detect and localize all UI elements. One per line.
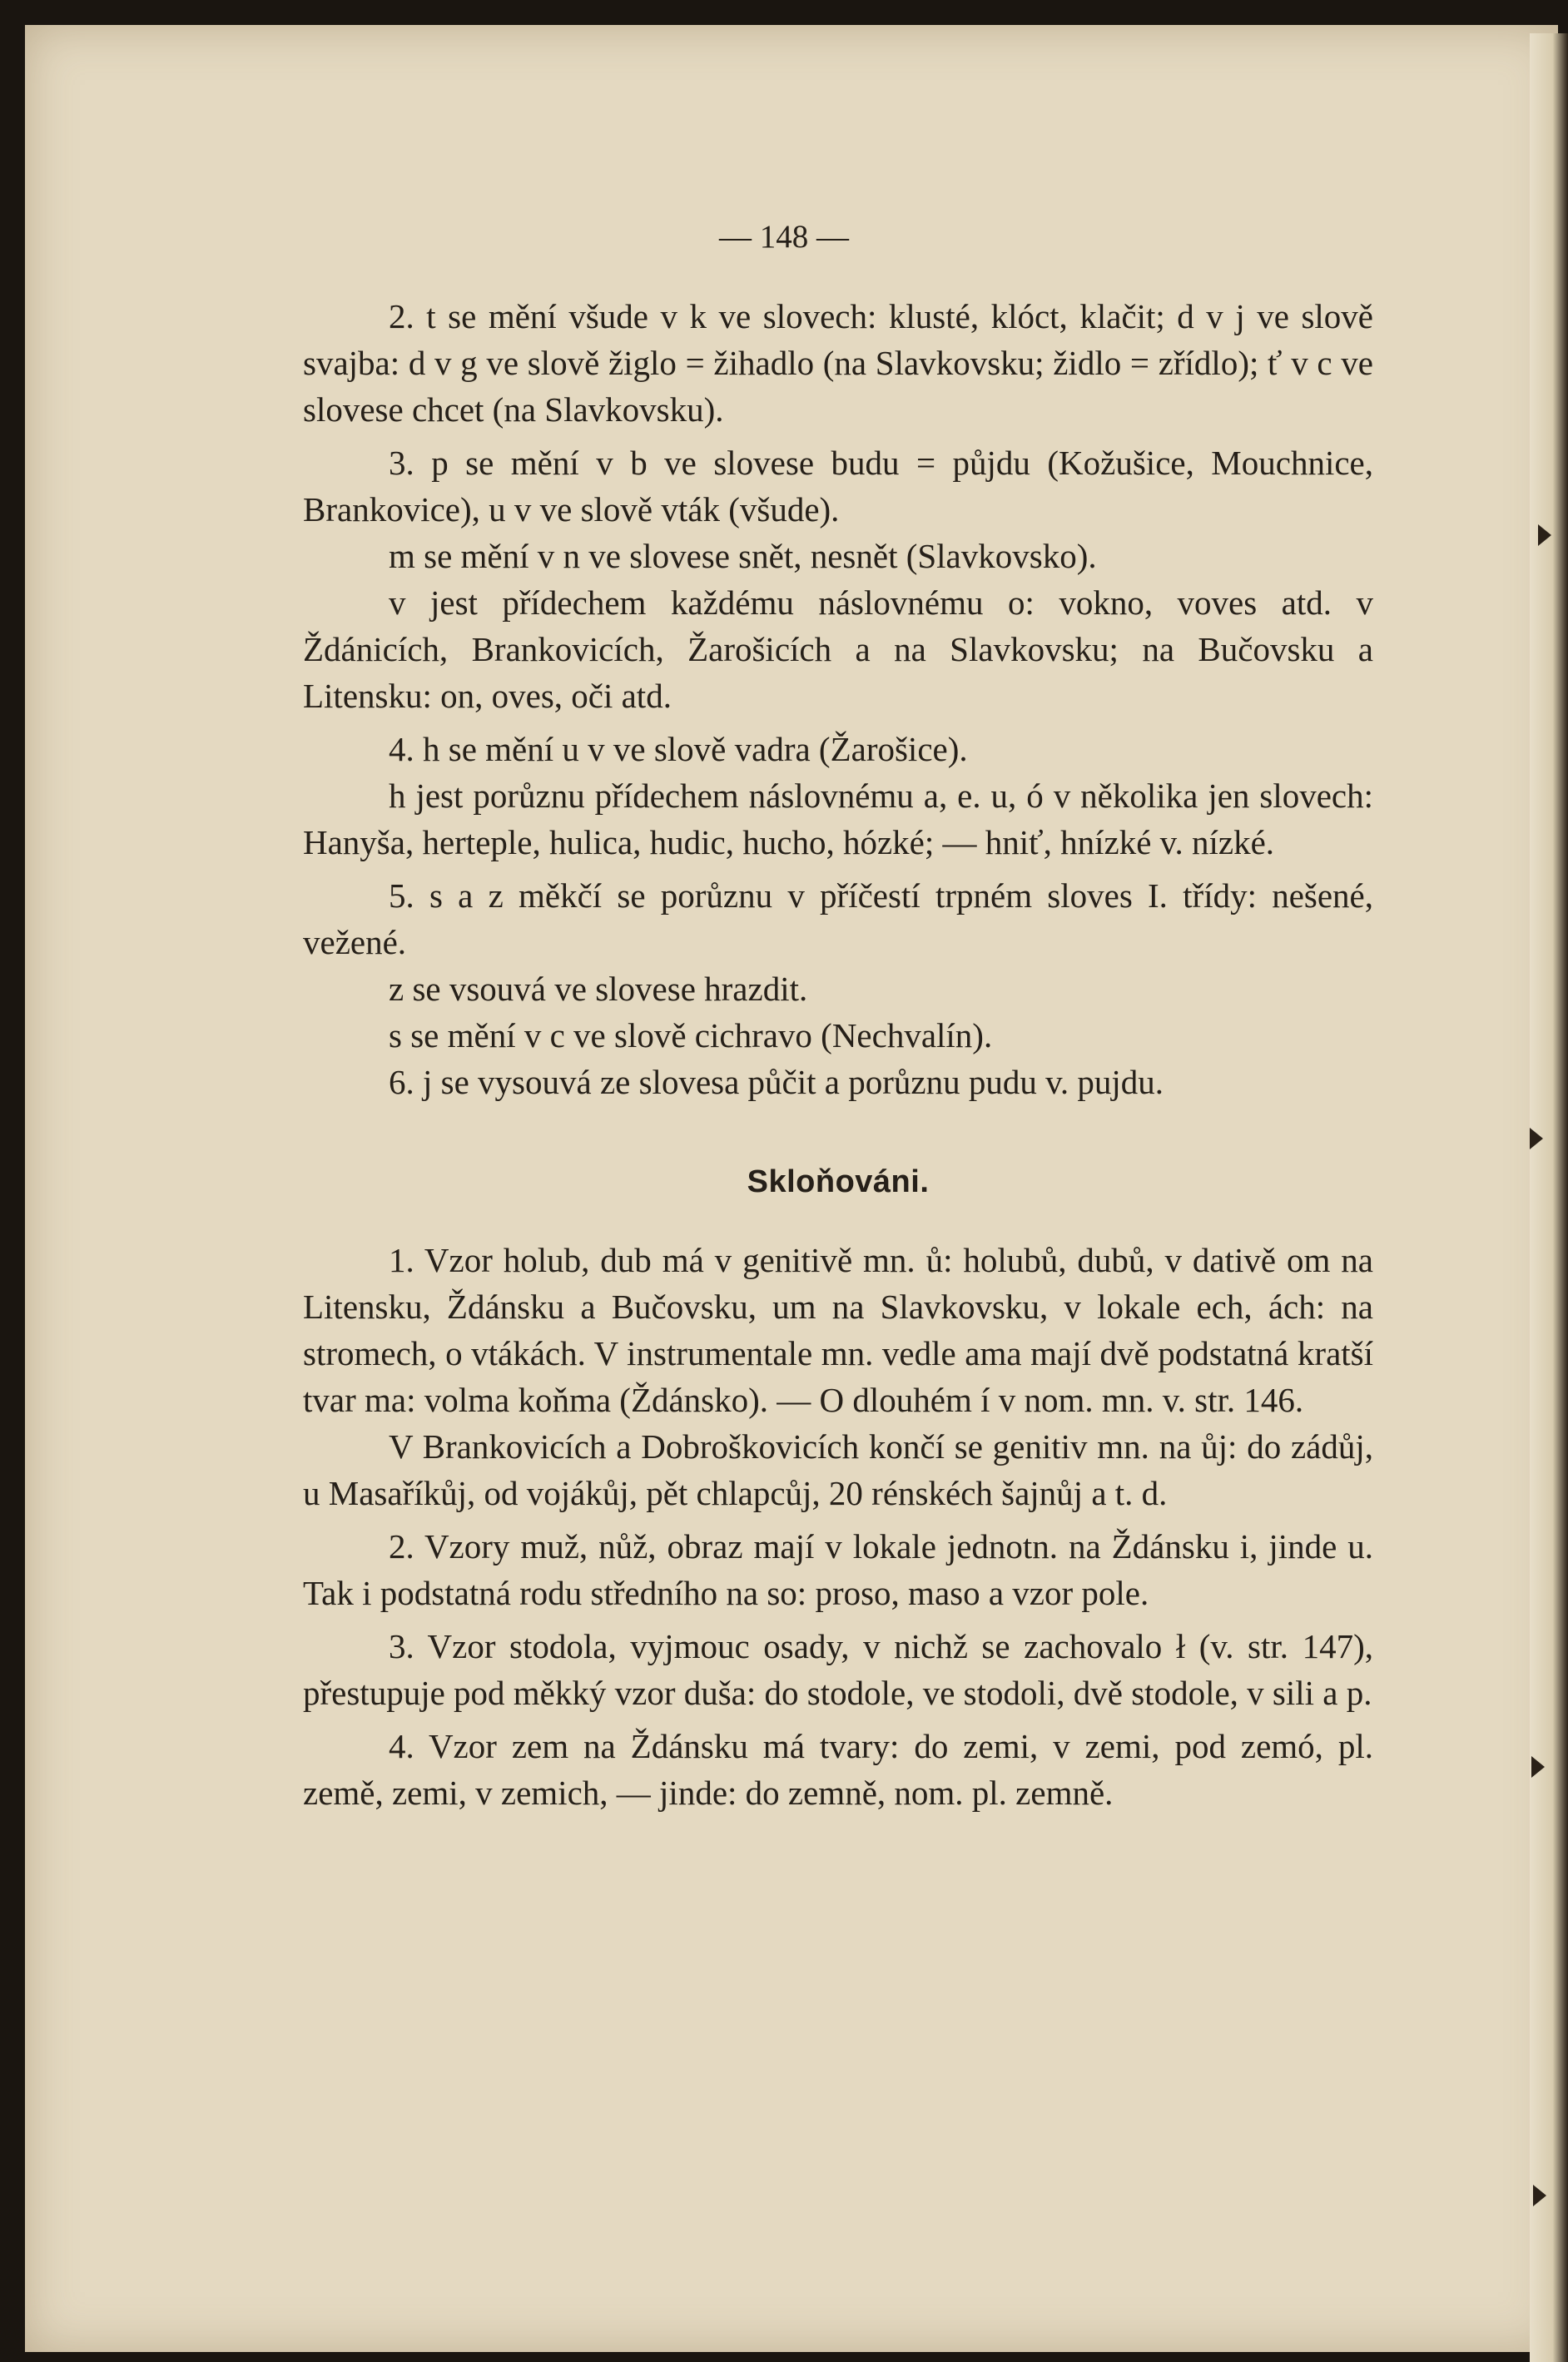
page-number: — 148 — — [719, 219, 849, 255]
paragraph: 4. h se mění u v ve slově vadra (Žarošice). — [389, 730, 968, 768]
paragraph: z se vsouvá ve slovese hrazdit. — [389, 970, 808, 1008]
paragraph: 1. Vzor holub, dub má v genitivě mn. ů: holubů, dubů, v dativě om na Litensku, Ždánsku a Bučovsku, um na Slavkovsku, v lokale ech, ách: na stromech, o vtákách. V instrumentale mn. vedle ama mají dvě podstatná kratší tvar ma: volma koňma (Ždánsko). — O dlouhém í v nom. mn. v. str. 146. — [303, 1241, 1373, 1419]
paragraph: s se mění v c ve slově cichravo (Nechvalín). — [389, 1016, 993, 1054]
paragraph: h jest porůznu přídechem náslovnému a, e. u, ó v několika jen slovech: Hanyša, herteple, hulica, hudic, hucho, hózké; — hniť, hnízké v. nízké. — [303, 777, 1373, 861]
margin-mark — [1531, 1756, 1545, 1778]
section-heading: Skloňováni. — [747, 1164, 930, 1199]
page-text — [303, 293, 1373, 1816]
margin-mark — [1530, 1128, 1543, 1149]
margin-mark — [1538, 524, 1551, 546]
page-edge — [1530, 33, 1568, 2362]
paragraph: 3. Vzor stodola, vyjmouc osady, v nichž se zachovalo ł (v. str. 147), přestupuje pod měkký vzor duša: do stodole, ve stodoli, dvě stodole, v sili a p. — [303, 1627, 1373, 1712]
paragraph: 4. Vzor zem na Ždánsku má tvary: do zemi, v zemi, pod zemó, pl. země, zemi, v zemich, — jinde: do zemně, nom. pl. zemně. — [303, 1727, 1373, 1812]
paragraph: 2. Vzory muž, nůž, obraz mají v lokale jednotn. na Ždánsku i, jinde u. Tak i podstatná rodu středního na so: proso, maso a vzor pole. — [303, 1527, 1373, 1612]
paragraph: v jest přídechem každému náslovnému o: vokno, voves atd. v Ždánicích, Brankovicích, Žarošicích a na Slavkovsku; na Bučovsku a Litensku: on, oves, oči atd. — [303, 583, 1373, 715]
margin-mark — [1533, 2185, 1546, 2206]
paragraph: 3. p se mění v b ve slovese budu = půjdu (Kožušice, Mouchnice, Brankovice), u v ve slově vták (všude). — [303, 444, 1373, 528]
paragraph: 6. j se vysouvá ze slovesa půčit a porůznu pudu v. pujdu. — [389, 1063, 1164, 1101]
paragraph: 5. s a z měkčí se porůznu v příčestí trpném sloves I. třídy: nešené, vežené. — [303, 876, 1373, 961]
paragraph: m se mění v n ve slovese snět, nesnět (Slavkovsko). — [389, 537, 1097, 575]
paragraph: V Brankovicích a Dobroškovicích končí se genitiv mn. na ůj: do zádůj, u Masaříkůj, od vojákůj, pět chlapcůj, 20 rénskéch šajnůj a t. d. — [303, 1427, 1373, 1512]
paragraph: 2. t se mění všude v k ve slovech: klusté, klóct, klačit; d v j ve slově svajba: d v g ve slově žiglo = žihadlo (na Slavkovsku; židlo = zřídlo); ť v c ve slovese chcet (na Slavkovsku). — [303, 297, 1373, 429]
